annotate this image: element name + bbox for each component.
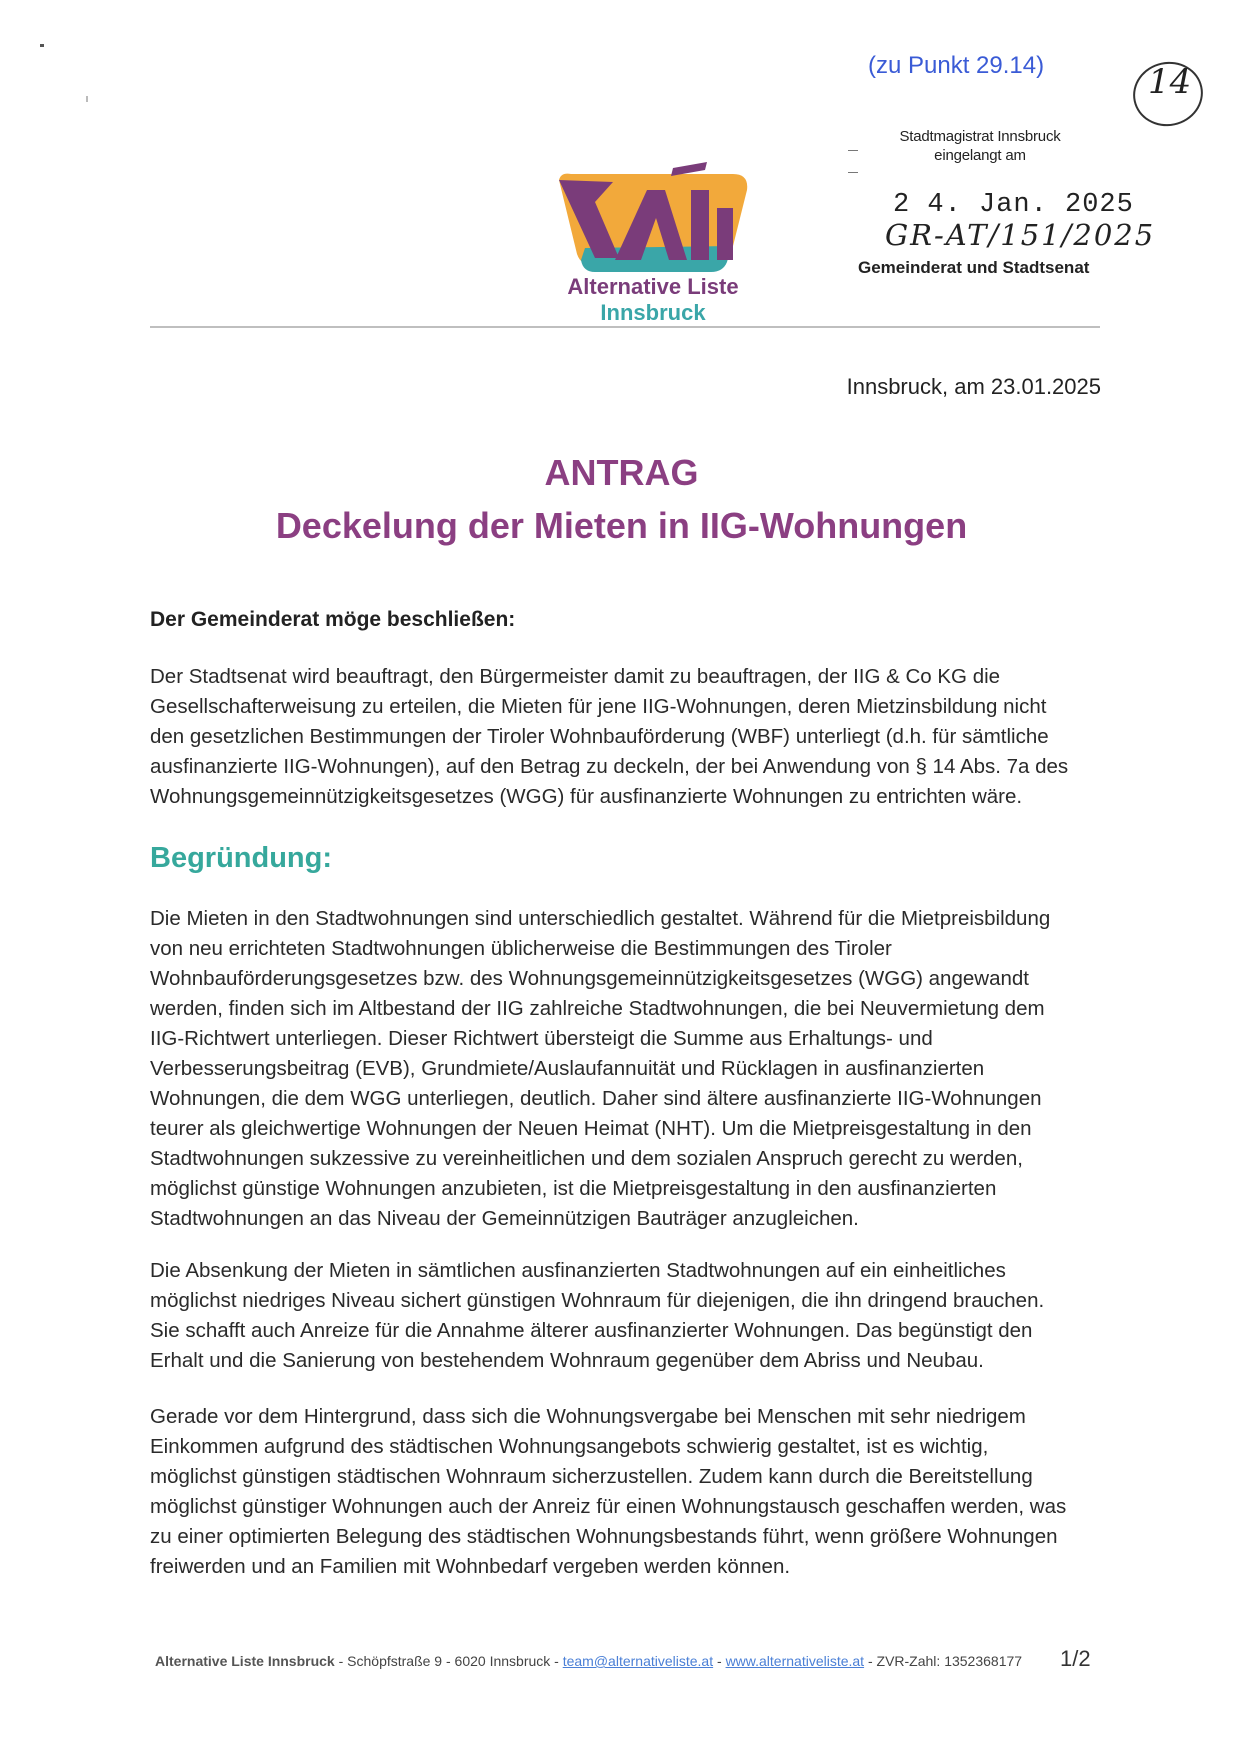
agenda-reference: (zu Punkt 29.14): [868, 52, 1045, 79]
circled-number: 14: [1148, 62, 1192, 102]
document-type-title: ANTRAG: [544, 452, 699, 493]
text-line: werden, finden sich im Altbestand der IIG zahlreiche Stadtwohnungen, die bei Neuvermietung dem: [150, 997, 1045, 1020]
brand-name-line-1: Alternative Liste: [567, 274, 739, 299]
footer-zvr: - ZVR-Zahl: 1352368177: [864, 1653, 1023, 1669]
scan-speck: [86, 96, 88, 102]
text-line: den gesetzlichen Bestimmungen der Tiroler Wohnbauförderung (WBF) unterliegt (d.h. für sämtliche: [150, 725, 1049, 748]
motion-paragraph: [150, 662, 1095, 812]
footer-separator: -: [713, 1653, 726, 1669]
text-line: freiwerden und an Familien mit Wohnbedarf vergeben werden können.: [150, 1555, 791, 1578]
text-line: Einkommen aufgrund des städtischen Wohnungsangebots schwierig gestaltet, ist es wichtig,: [150, 1435, 989, 1458]
text-line: Stadtwohnungen sukzessive zu vereinheitlichen und dem sozialen Anspruch gerecht zu werden,: [150, 1147, 1023, 1170]
document-subject-title: Deckelung der Mieten in IIG-Wohnungen: [275, 505, 968, 546]
text-line: ausfinanzierte IIG-Wohnungen), auf den Betrag zu deckeln, der bei Anwendung von § 14 Abs. 7a des: [150, 755, 1069, 778]
text-line: Sie schafft auch Anreize für die Annahme älterer ausfinanzierter Wohnungen. Das begünstigt den: [150, 1319, 1033, 1342]
text-line: Wohnungsgemeinnützigkeitsgesetzes (WGG) für ausfinanzierte Wohnungen zu entrichten wäre.: [150, 785, 1023, 808]
stamp-mark: [848, 150, 858, 151]
stamp-date: 2 4. Jan. 2025: [893, 190, 1134, 220]
stamp-footer: Gemeinderat und Stadtsenat: [858, 258, 1090, 277]
footer-org: Alternative Liste Innsbruck: [155, 1653, 335, 1669]
text-line: möglichst günstige Wohnungen anzubieten, ist die Mietpreisgestaltung in den ausfinanzierten: [150, 1177, 997, 1200]
reasoning-paragraph-1: [150, 904, 1095, 1234]
text-line: IIG-Richtwert unterliegen. Dieser Richtwert übersteigt die Summe aus Erhaltungs- und: [150, 1027, 933, 1050]
text-line: Stadtwohnungen an das Niveau der Gemeinnützigen Bauträger anzugleichen.: [150, 1207, 859, 1230]
text-line: möglichst günstigen städtischen Wohnraum sicherzustellen. Zudem kann durch die Bereitstellung: [150, 1465, 1033, 1488]
text-line: zu einer optimierten Belegung des städtischen Wohnungsbestands führt, wenn größere Wohnungen: [150, 1525, 1058, 1548]
page-number: 1/2: [1060, 1646, 1091, 1671]
text-line: von neu errichteten Stadtwohnungen üblicherweise die Bestimmungen des Tiroler: [150, 937, 892, 960]
stamp-handwritten-ref: GR-AT/151/2025: [885, 218, 1156, 252]
footer-address: - Schöpfstraße 9 - 6020 Innsbruck -: [334, 1653, 563, 1669]
page-footer: [155, 1653, 1022, 1669]
text-line: möglichst niedriges Niveau sichert günstigen Wohnraum für diejenigen, die ihn dringend brauchen.: [150, 1289, 1045, 1312]
reasoning-paragraph-2: [150, 1256, 1095, 1376]
text-line: Gesellschafterweisung zu erteilen, die Mieten für jene IIG-Wohnungen, deren Mietzinsbildung nicht: [150, 695, 1047, 718]
text-line: Erhalt und die Sanierung von bestehendem Wohnraum gegenüber dem Abriss und Neubau.: [150, 1349, 984, 1372]
footer-email-link[interactable]: team@alternativeliste.at: [562, 1653, 714, 1669]
text-line: Die Absenkung der Mieten in sämtlichen ausfinanzierten Stadtwohnungen auf ein einheitliches: [150, 1259, 1006, 1282]
resolution-intro: Der Gemeinderat möge beschließen:: [150, 608, 516, 631]
receipt-stamp: [860, 128, 1100, 164]
scan-speck: [40, 44, 44, 47]
text-line: Gerade vor dem Hintergrund, dass sich die Wohnungsvergabe bei Menschen mit sehr niedrigem: [150, 1405, 1026, 1428]
text-line: Wohnungen, die dem WGG unterliegen, deutlich. Daher sind ältere ausfinanzierte IIG-Wohnungen: [150, 1087, 1042, 1110]
text-line: Die Mieten in den Stadtwohnungen sind unterschiedlich gestaltet. Während für die Mietpreisbildung: [150, 907, 1051, 930]
footer-website-link[interactable]: www.alternativeliste.at: [725, 1653, 865, 1669]
text-line: möglichst günstiger Wohnungen auch der Anreiz für einen Wohnungstausch geschaffen werden, was: [150, 1495, 1067, 1518]
reasoning-paragraph-3: [150, 1402, 1095, 1582]
document-date: Innsbruck, am 23.01.2025: [846, 374, 1101, 399]
brand-name-line-2: Innsbruck: [600, 300, 706, 325]
ali-logo-icon: [555, 162, 751, 280]
text-line: Der Stadtsenat wird beauftragt, den Bürgermeister damit zu beauftragen, der IIG & Co KG die: [150, 665, 1001, 688]
text-line: Wohnbauförderungsgesetzes bzw. des Wohnungsgemeinnützigkeitsgesetzes (WGG) angewandt: [150, 967, 1029, 990]
text-line: teurer als gleichwertige Wohnungen der Neuen Heimat (NHT). Um die Mietpreisgestaltung in den: [150, 1117, 1032, 1140]
header-divider: [150, 326, 1100, 328]
stamp-line-1: Stadtmagistrat Innsbruck: [899, 128, 1061, 145]
text-line: Verbesserungsbeitrag (EVB), Grundmiete/Auslaufannuität und Rücklagen in ausfinanzierten: [150, 1057, 985, 1080]
stamp-line-2: eingelangt am: [934, 147, 1026, 164]
reasoning-heading: Begründung:: [150, 842, 333, 874]
stamp-mark: [848, 172, 858, 173]
